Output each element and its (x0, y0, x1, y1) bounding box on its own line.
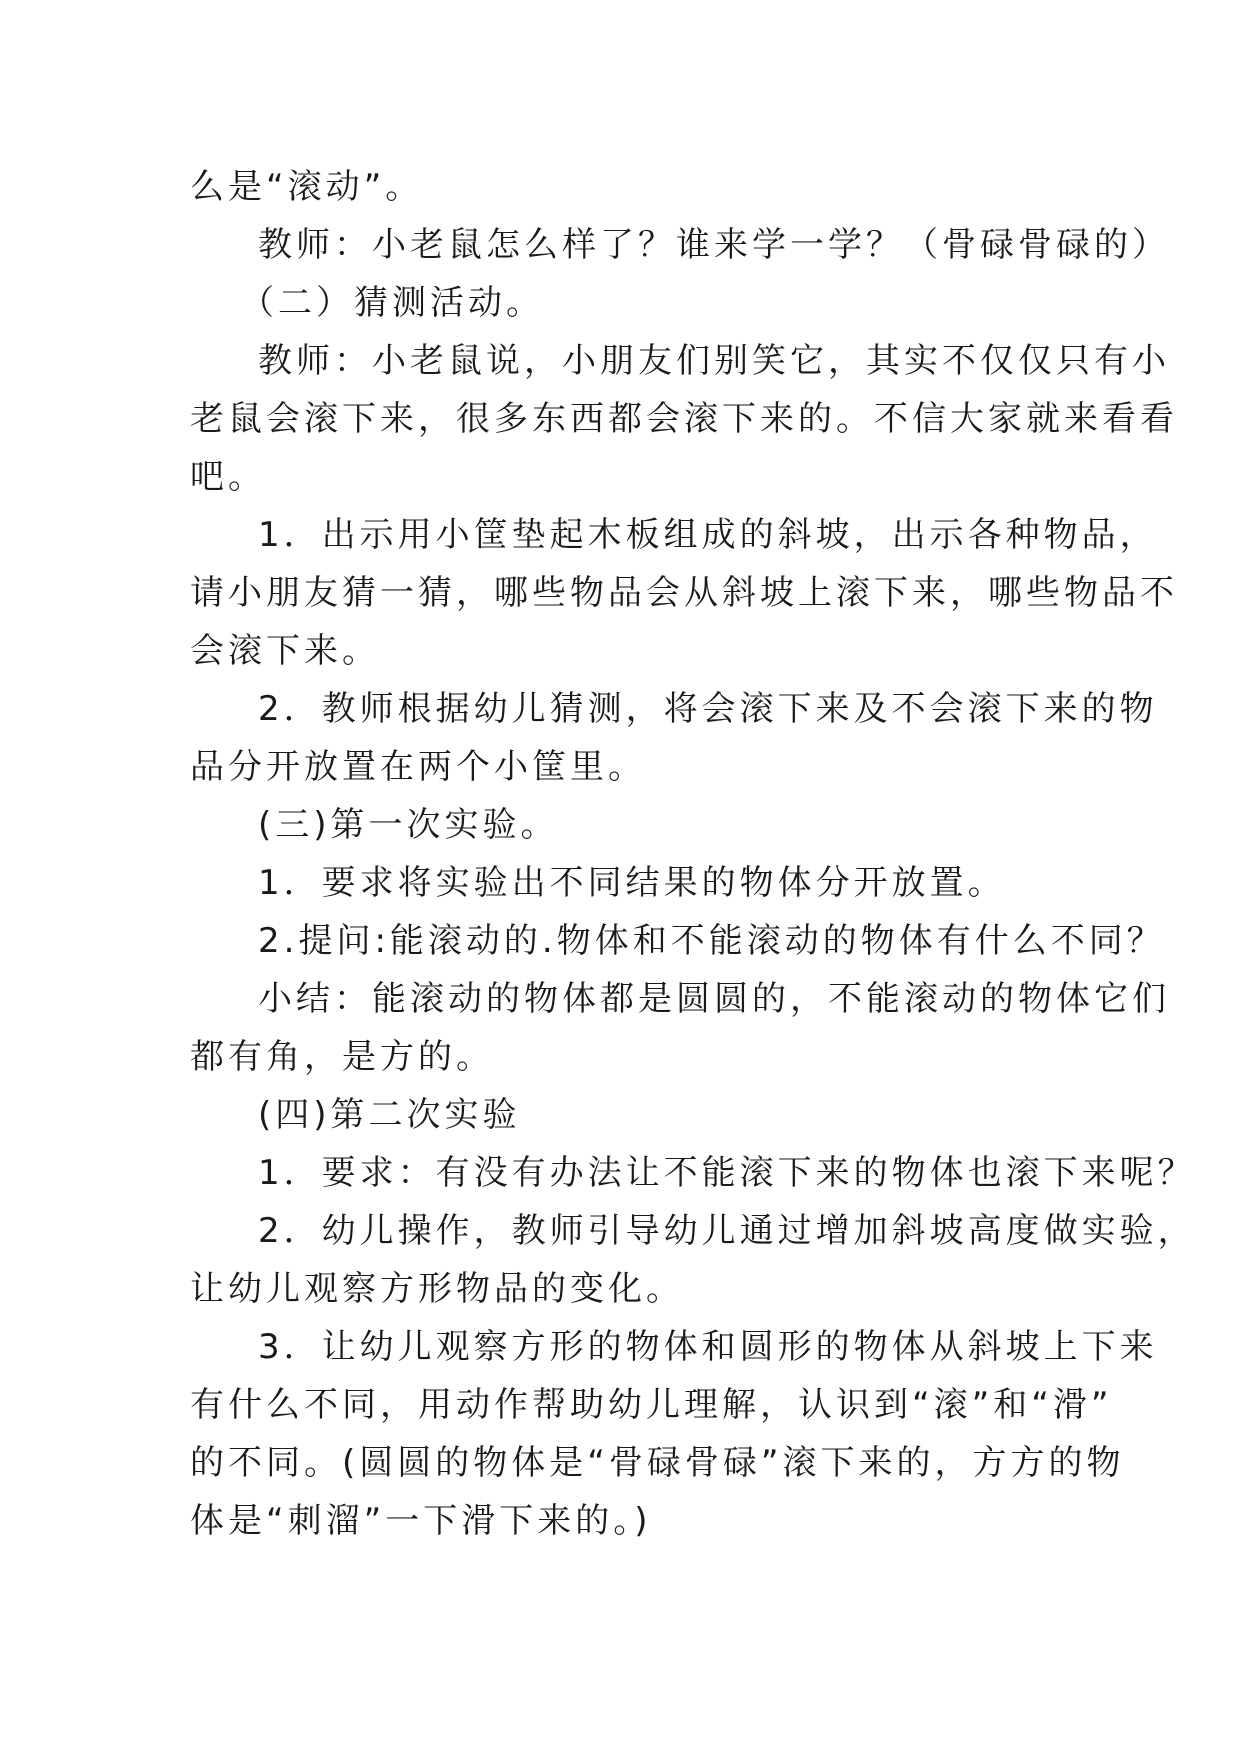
text-line: 小结：能滚动的物体都是圆圆的，不能滚动的物体它们 (258, 979, 1170, 1019)
text-line: 1．要求将实验出不同结果的物体分开放置。 (258, 863, 1006, 903)
text-line: 2．教师根据幼儿猜测，将会滚下来及不会滚下来的物 (258, 689, 1158, 729)
section-heading: (四)第二次实验 (258, 1095, 521, 1135)
text-line: 会滚下来。 (190, 631, 380, 671)
text-line: 请小朋友猜一猜，哪些物品会从斜坡上滚下来，哪些物品不 (190, 573, 1178, 613)
text-line: 品分开放置在两个小筐里。 (190, 747, 646, 787)
text-line: 体是“刺溜”一下滑下来的。) (190, 1501, 652, 1541)
text-line: 2．幼儿操作，教师引导幼儿通过增加斜坡高度做实验， (258, 1211, 1196, 1251)
text-line: 都有角，是方的。 (190, 1037, 494, 1077)
section-heading: (三)第一次实验。 (258, 805, 559, 845)
document-body (190, 158, 1196, 1550)
text-line: 教师：小老鼠说，小朋友们别笑它，其实不仅仅只有小 (258, 341, 1170, 381)
text-line: 有什么不同，用动作帮助幼儿理解，认识到“滚”和“滑” (190, 1385, 1113, 1425)
text-line: 3．让幼儿观察方形的物体和圆形的物体从斜坡上下来 (258, 1327, 1158, 1367)
text-line: 教师：小老鼠怎么样了？谁来学一学？（骨碌骨碌的） (258, 225, 1170, 265)
text-line: 1．要求：有没有办法让不能滚下来的物体也滚下来呢？ (258, 1153, 1196, 1193)
text-line: 老鼠会滚下来，很多东西都会滚下来的。不信大家就来看看 (190, 399, 1178, 439)
text-line: 吧。 (190, 457, 266, 497)
section-heading: （二）猜测活动。 (240, 283, 544, 323)
text-line: 1．出示用小筐垫起木板组成的斜坡，出示各种物品， (258, 515, 1158, 555)
text-line: 的不同。(圆圆的物体是“骨碌骨碌”滚下来的，方方的物 (190, 1443, 1125, 1483)
text-line: 2.提问:能滚动的.物体和不能滚动的物体有什么不同？ (258, 921, 1165, 961)
text-line: 让幼儿观察方形物品的变化。 (190, 1269, 684, 1309)
text-line: 么是“滚动”。 (190, 167, 424, 207)
